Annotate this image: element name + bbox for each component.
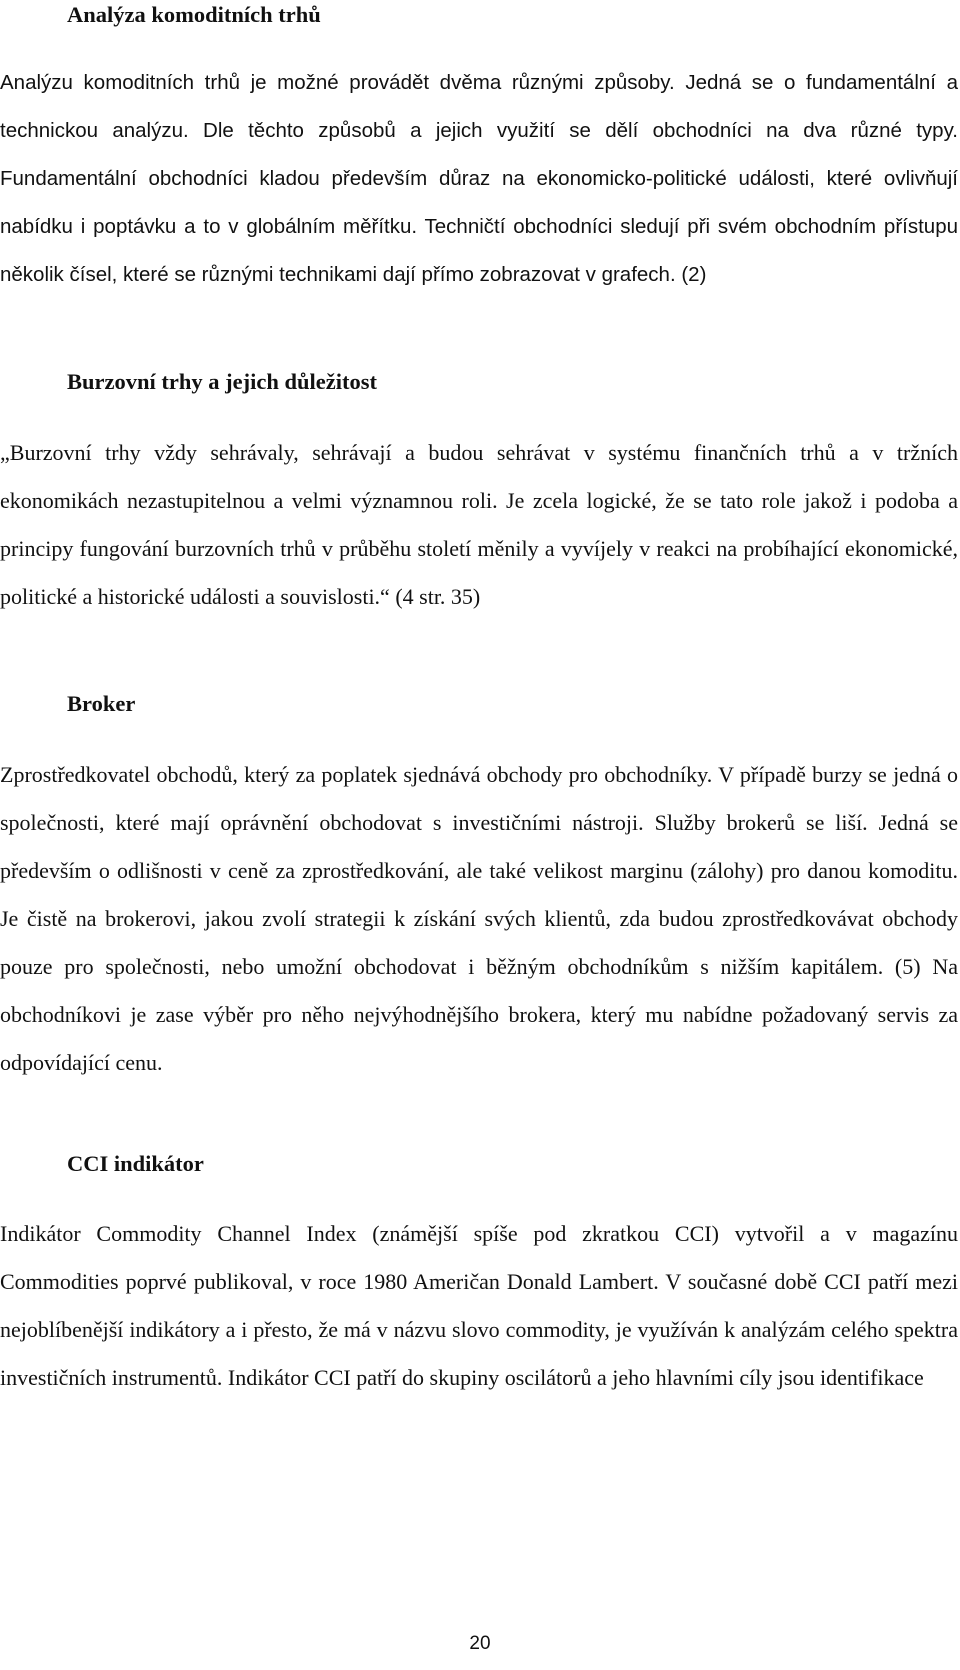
- page-number: 20: [469, 1633, 491, 1654]
- section-heading-cci-indicator: CCI indikátor: [67, 1151, 204, 1176]
- section-heading-exchange-markets: Burzovní trhy a jejich důležitost: [67, 369, 377, 394]
- paragraph-broker: Zprostředkovatel obchodů, který za poplatek sjednává obchody pro obchodníky. V případě burzy se jedná o společnosti, které mají oprávnění obchodovat s investičními nástroji. Služby brokerů se liší. Jedná se především o odlišnosti v ceně za zprostředkování, ale také velikost marginu (zálohy) pro danou komoditu. Je čistě na brokerovi, jakou zvolí strategii k získání svých klientů, zda budou zprostředkovávat obchody pouze pro společnosti, nebo umožní obchodovat i běžným obchodníkům s nižším kapitálem. (5) Na obchodníkovi je zase výběr pro něho nejvýhodnějšího brokera, který mu nabídne požadovaný servis za odpovídající cenu.: [0, 762, 958, 1075]
- section-heading-broker: Broker: [67, 691, 136, 716]
- paragraph-commodity-analysis: Analýzu komoditních trhů je možné provádět dvěma různými způsoby. Jedná se o fundamentální a technickou analýzu. Dle těchto způsobů a jejich využití se dělí obchodníci na dva různé typy. Fundamentální obchodníci kladou především důraz na ekonomicko-politické události, které ovlivňují nabídku i poptávku a to v globálním měřítku. Techničtí obchodníci sledují při svém obchodním přístupu několik čísel, které se různými technikami dají přímo zobrazovat v grafech. (2): [0, 71, 958, 286]
- section-heading-commodity-analysis: Analýza komoditních trhů: [67, 2, 321, 27]
- paragraph-exchange-markets: „Burzovní trhy vždy sehrávaly, sehrávají a budou sehrávat v systému finančních trhů a v tržních ekonomikách nezastupitelnou a velmi významnou roli. Je zcela logické, že se tato role jakož i podoba a principy fungování burzovních trhů v průběhu století měnily a vyvíjely v reakci na probíhající ekonomické, politické a historické události a souvislosti.“ (4 str. 35): [0, 440, 958, 609]
- paragraph-cci-indicator: Indikátor Commodity Channel Index (známější spíše pod zkratkou CCI) vytvořil a v magazínu Commodities poprvé publikoval, v roce 1980 Američan Donald Lambert. V současné době CCI patří mezi nejoblíbenější indikátory a i přesto, že má v názvu slovo commodity, je využíván k analýzám celého spektra investičních instrumentů. Indikátor CCI patří do skupiny oscilátorů a jeho hlavními cíly jsou identifikace: [0, 1221, 958, 1390]
